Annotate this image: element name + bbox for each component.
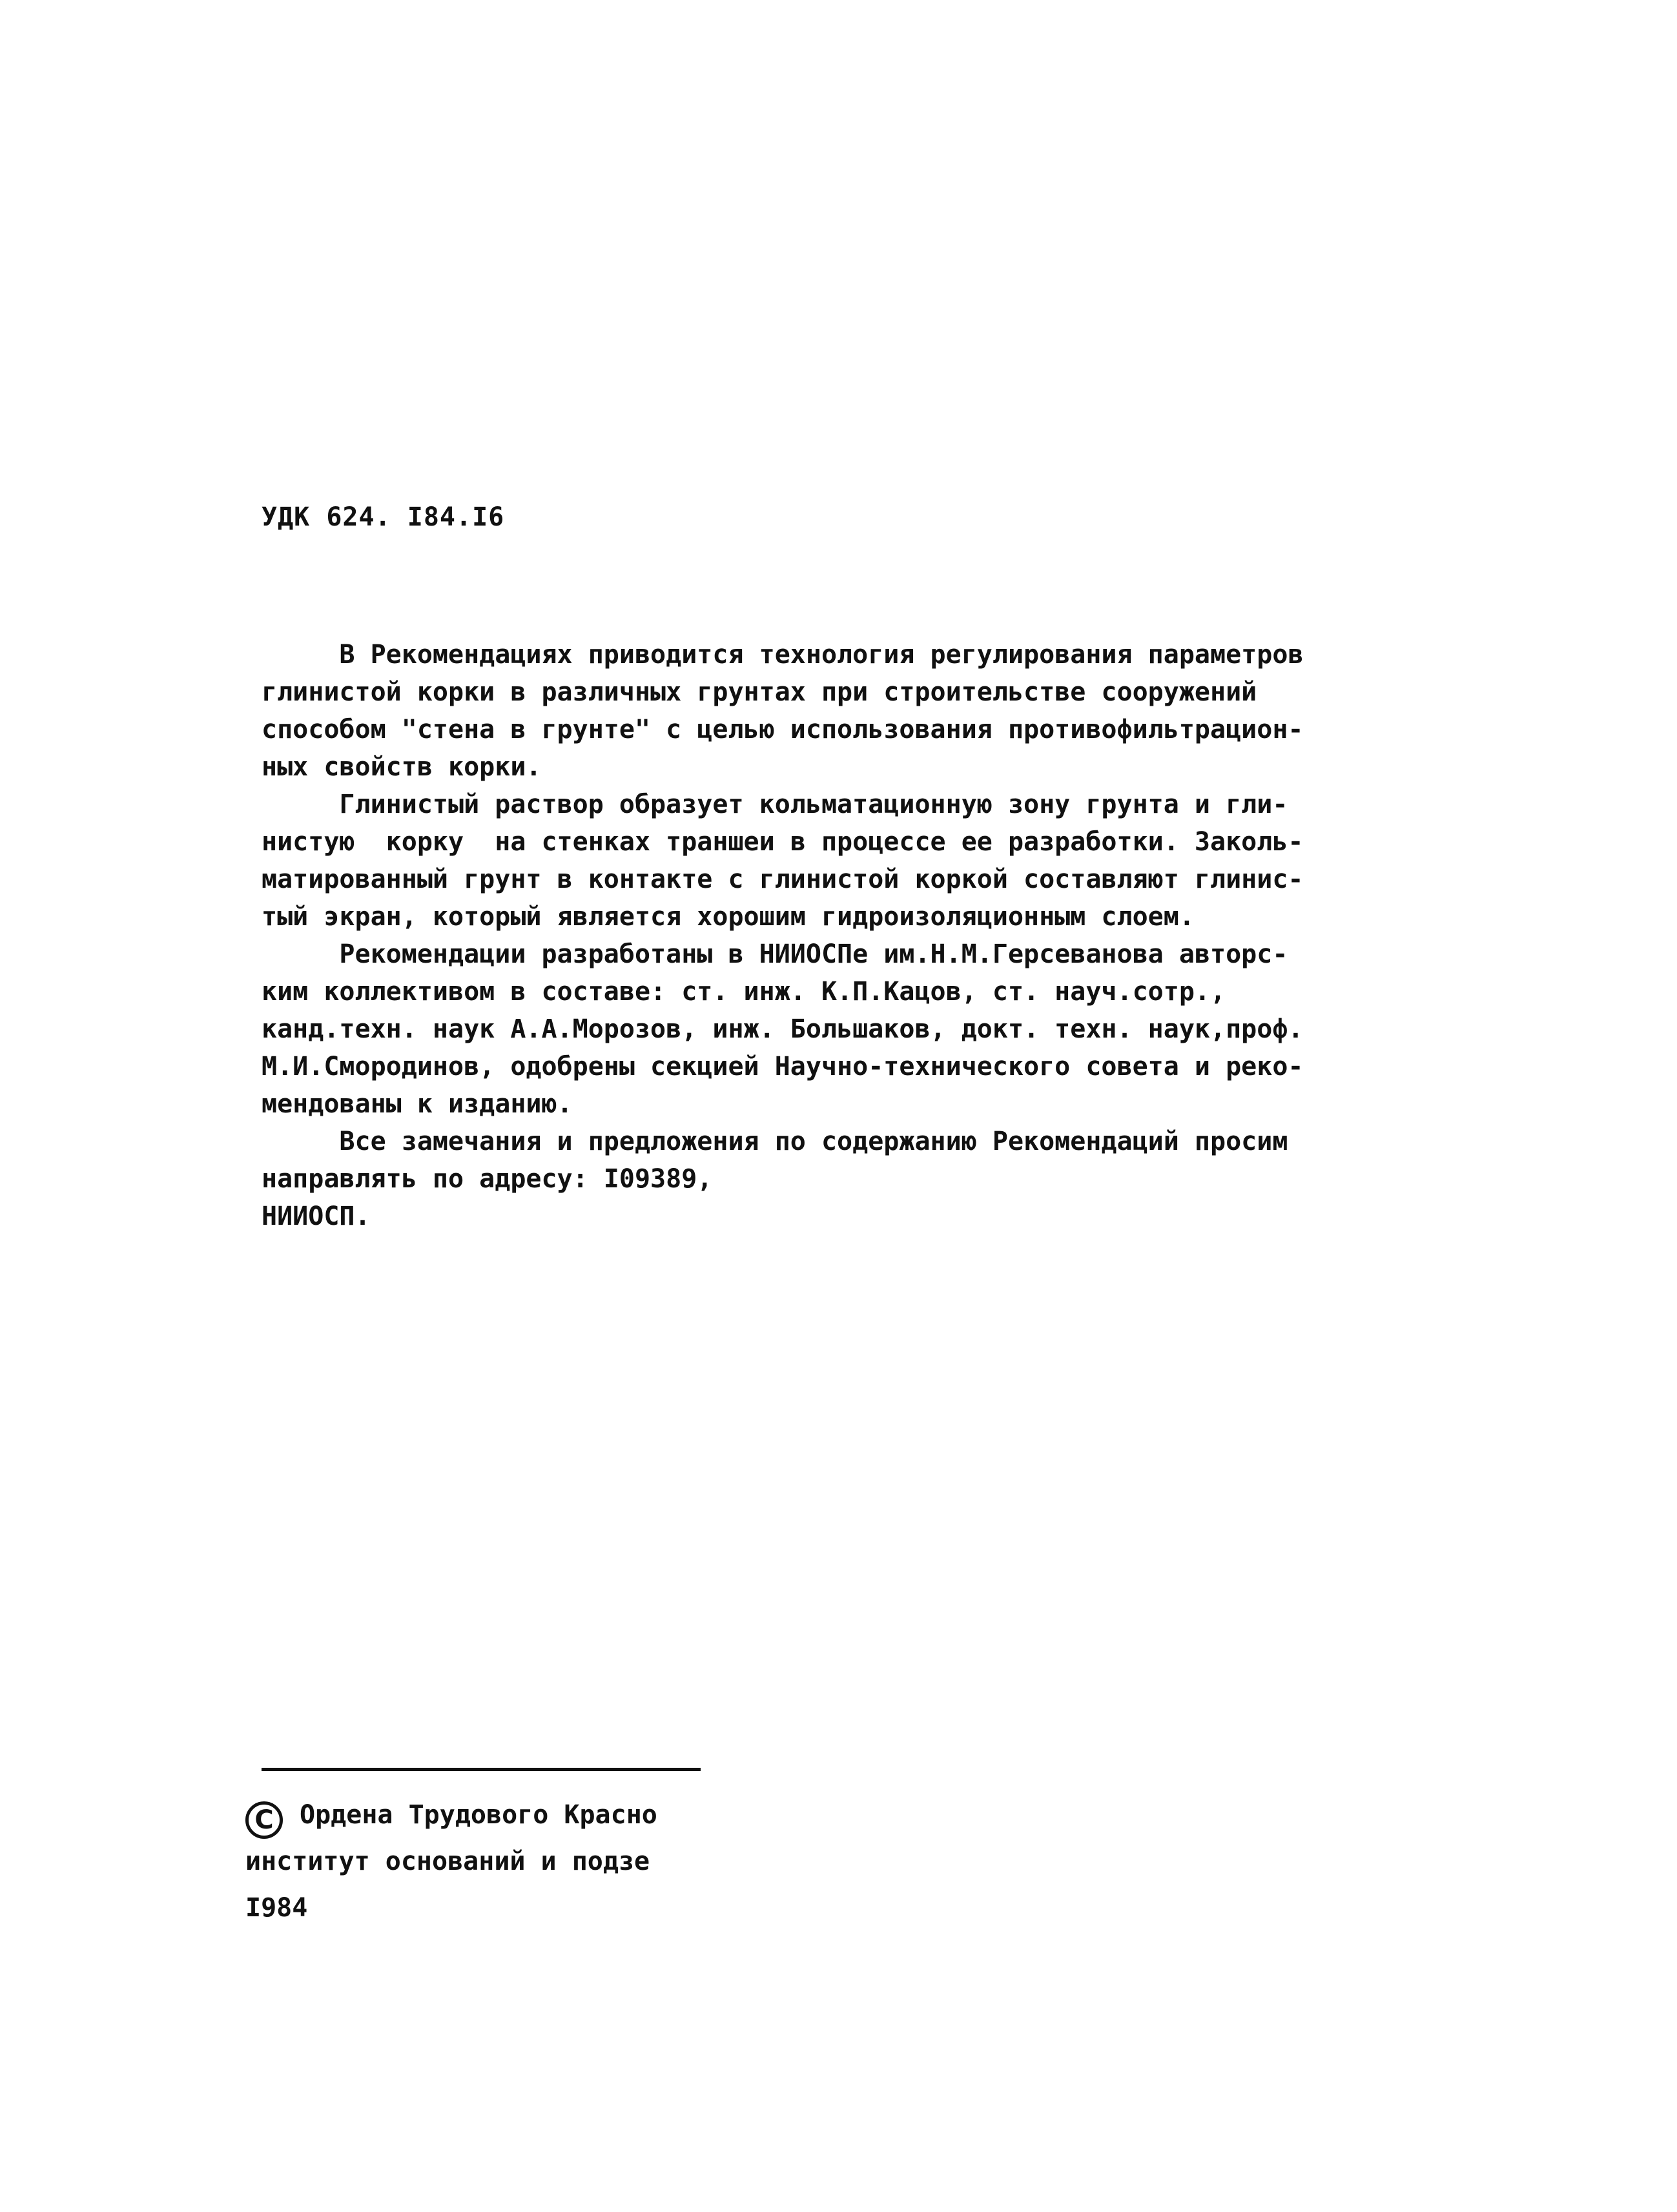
body-line: глинистой корки в различных грунтах при строительстве сооружений	[262, 677, 1257, 707]
body-line: ким коллективом в составе: ст. инж. К.П.Кацов, ст. науч.сотр.,	[262, 977, 1226, 1007]
body-line: канд.техн. наук А.А.Морозов, инж. Большаков, докт. техн. наук,проф.	[262, 1014, 1304, 1044]
body-line: В Рекомендациях приводится технология регулирования параметров	[262, 640, 1304, 670]
body-line: направлять по адресу: I09389,	[262, 1164, 713, 1194]
imprint-org-line-2: институт оснований и подзе	[245, 1847, 650, 1876]
body-line: Рекомендации разработаны в НИИОСПе им.Н.М.Герсеванова авторс-	[262, 939, 1288, 969]
body-line: ных свойств корки.	[262, 752, 542, 782]
body-line: Глинистый раствор образует кольматационную зону грунта и гли-	[262, 790, 1288, 819]
imprint-year: I984	[245, 1893, 308, 1923]
imprint-line-1	[245, 1792, 657, 1838]
udk-code: УДК 624. I84.I6	[262, 502, 505, 532]
body-line: М.И.Смородинов, одобрены секцией Научно-технического совета и реко-	[262, 1052, 1304, 1081]
body-line: тый экран, который является хорошим гидроизоляционным слоем.	[262, 902, 1195, 932]
body-line: мендованы к изданию.	[262, 1089, 573, 1119]
body-line: способом "стена в грунте" с целью использования противофильтрацион-	[262, 715, 1304, 744]
imprint-org-line-1: Ордена Трудового Красно	[300, 1800, 657, 1830]
imprint-divider	[262, 1768, 701, 1771]
body-text	[262, 636, 1404, 1235]
body-line: Все замечания и предложения по содержанию Рекомендаций просим	[262, 1127, 1288, 1156]
copyright-icon: C	[245, 1801, 283, 1839]
body-line: нистую корку на стенках траншеи в процессе ее разработки. Заколь-	[262, 827, 1304, 857]
body-line: матированный грунт в контакте с глинистой коркой составляют глинис-	[262, 865, 1304, 894]
body-line: НИИОСП.	[262, 1202, 371, 1231]
imprint	[245, 1792, 657, 1931]
